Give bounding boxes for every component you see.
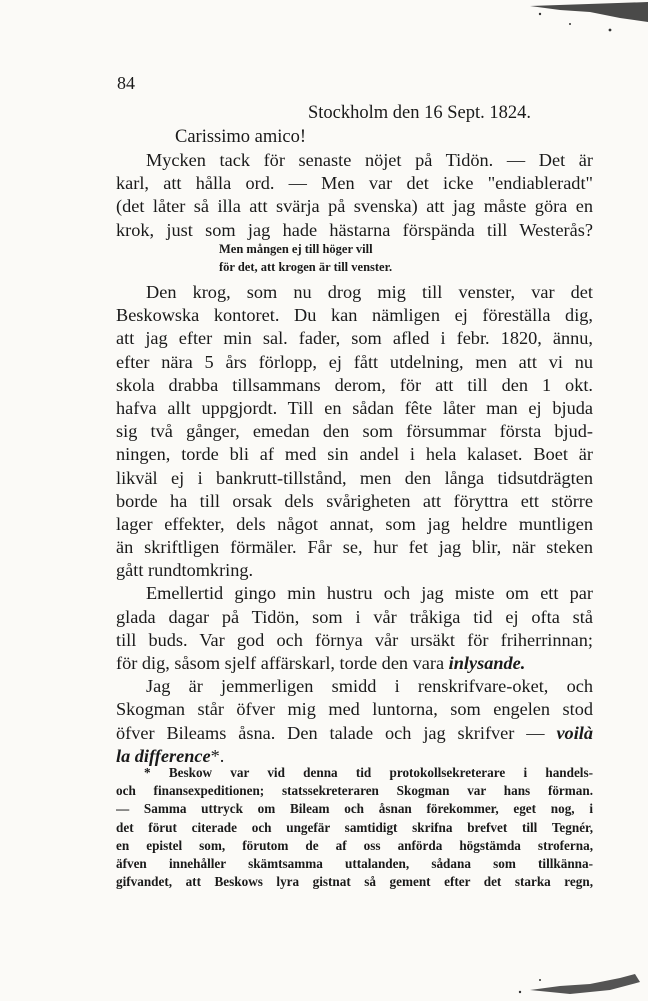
text-line: likväl ej i bankrutt-tillstånd, men den långa tidsutdrägten: [116, 467, 593, 488]
text-line: [116, 652, 593, 675]
text-line: gått rundtomkring.: [116, 560, 254, 581]
text-line: lager effekter, dels något annat, som jag heldre muntligen: [116, 513, 593, 534]
text-line: glada dagar på Tidön, som i vår tråkiga tid ej ofta stå: [116, 606, 593, 627]
text-line: (det låter så illa att svärja på svenska) att jag måste göra en: [116, 196, 593, 217]
text-line: Den krog, som nu drog mig till venster, var det: [146, 282, 593, 302]
text-line: än skriftligen förmäler. Får se, hur fet jag blir, när steken: [116, 537, 593, 558]
text-line: Skogman står öfver mig med luntorna, som engelen stod: [116, 699, 593, 720]
text-line: [116, 722, 593, 745]
text-line: skola drabba tillsammans derom, för att till den 1 okt.: [116, 374, 593, 395]
text-line: ningen, torde bli af med sin andel i hela kalaset. Boet är: [116, 444, 593, 465]
text-line: borde ha till orsak dels svårigheten att föryttra ett större: [116, 490, 593, 511]
italic-phrase: la difference: [116, 745, 211, 766]
text-line: Beskowska kontoret. Du kan nämligen ej föreställa dig,: [116, 305, 593, 326]
paragraphs-main: [116, 281, 593, 768]
footnote-line: * Beskow var vid denna tid protokollsekreterare i handels-: [144, 765, 593, 780]
letter-salutation: Carissimo amico!: [175, 127, 307, 147]
text-span: öfver Bileams åsna. Den talade och jag skrifver —: [116, 722, 557, 743]
footnote-line: äfven innehåller skämtsamma uttalanden, sådana som tillkänna-: [116, 855, 593, 871]
footnote-line: och finansexpeditionen; statssekreteraren Skogman var hans förman.: [116, 783, 593, 799]
text-line: karl, att hålla ord. — Men var det icke "endiableradt": [116, 173, 593, 194]
footnote-line: gifvandet, att Beskows lyra gistnat så gement efter det starka regn,: [116, 874, 593, 890]
scan-smudge-top-right: [470, 0, 648, 40]
text-line: Jag är jemmerligen smidd i renskrifvare-oket, och: [146, 676, 593, 697]
text-line: att jag efter min sal. fader, som afled i febr. 1820, ännu,: [116, 328, 593, 349]
footnote-line: — Samma uttryck om Bileam och åsnan förekommer, eget nog, i: [116, 801, 593, 817]
text-line: Emellertid gingo min hustru och jag miste om ett par: [146, 583, 593, 604]
italic-word: voilà: [556, 722, 593, 743]
footnote-line: en epistel som, förutom de af oss anförda högstämda stroferna,: [116, 837, 593, 853]
italic-word: inlysande.: [448, 653, 526, 673]
scan-smudge-bottom-right: [500, 960, 648, 1001]
text-line: sig två gånger, emedan den som försummar första bjud-: [116, 421, 593, 442]
letter-dateline: Stockholm den 16 Sept. 1824.: [308, 103, 532, 123]
verse-line-1: Men mången ej till höger vill: [219, 242, 373, 256]
text-span: för dig, såsom sjelf affärskarl, torde den vara: [116, 653, 449, 673]
footnote: [116, 764, 593, 891]
text-line: krok, just som jag hade hästarna förspända till Westerås?: [116, 219, 593, 240]
paragraph-1: [116, 149, 593, 242]
text-line: Mycken tack för senaste nöjet på Tidön. — Det är: [146, 150, 593, 170]
text-line: efter nära 5 års förlopp, ej fått utdelning, men att vi nu: [116, 351, 593, 372]
text-line: till buds. Var god och förnya vår ursäkt för friherrinnan;: [116, 629, 593, 650]
text-line: hafva allt uppgjordt. Till en sådan fête låter man ej bjuda: [116, 397, 593, 418]
text-span: *.: [210, 745, 225, 766]
verse-line-2: för det, att krogen är till venster.: [219, 260, 393, 274]
page-number: 84: [117, 73, 135, 93]
footnote-line: det förut citerade och ungefär samtidigt skrifna brefvet till Tegnér,: [116, 819, 593, 835]
